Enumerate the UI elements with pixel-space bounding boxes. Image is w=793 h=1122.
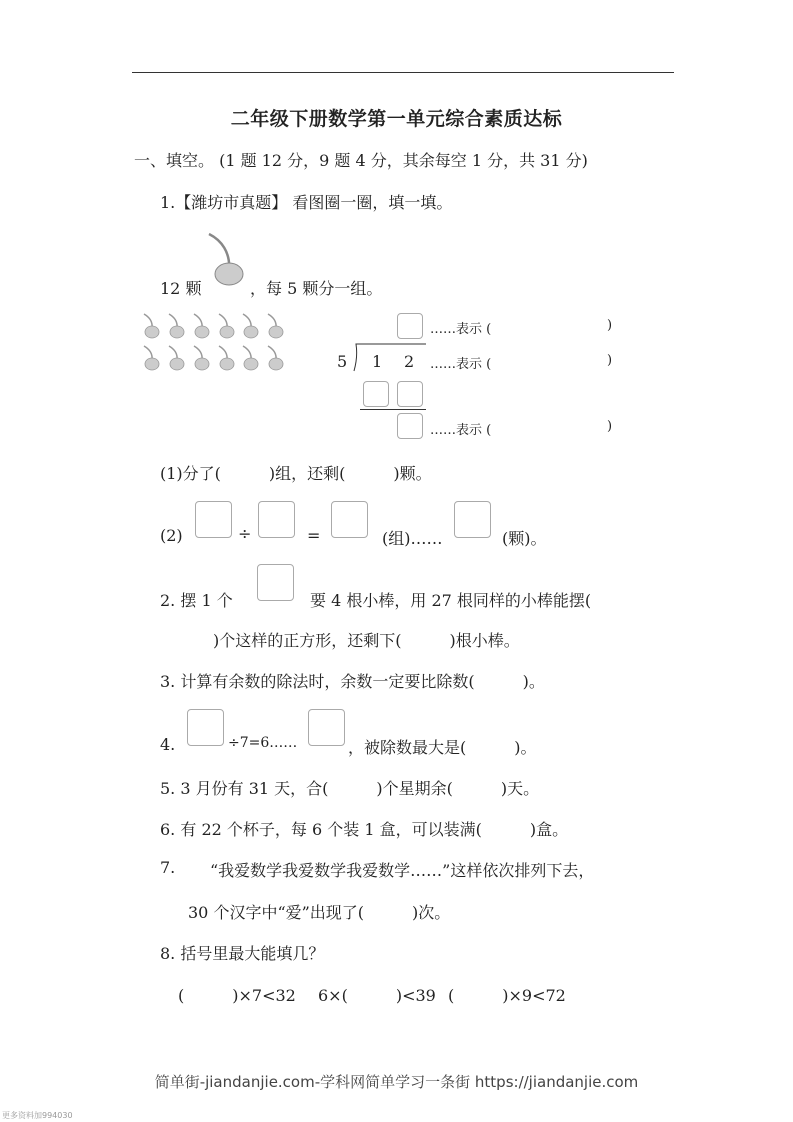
quotient-box[interactable]: [397, 313, 423, 339]
q1-intro-pre: 12 颗: [160, 279, 202, 298]
row-close-1: ): [607, 318, 613, 333]
q7-line1: “我爱数学我爱数学我爱数学……”这样依次排列下去，: [210, 861, 595, 880]
product-box-1[interactable]: [363, 381, 389, 407]
q3-text: 3. 计算有余数的除法时，余数一定要比除数( )。: [160, 672, 545, 691]
q4-middle: ÷7=6……: [228, 735, 298, 751]
division-bracket: [348, 343, 428, 373]
row-close-2: ): [607, 353, 613, 368]
product-box-2[interactable]: [397, 381, 423, 407]
q6-text: 6. 有 22 个杯子，每 6 个装 1 盒，可以装满( )盒。: [160, 820, 569, 839]
divisor: 5: [337, 352, 348, 371]
q1-intro-post: ，每 5 颗分一组。: [250, 279, 383, 298]
q2-line2: )个这样的正方形，还剩下( )根小棒。: [213, 631, 520, 650]
sub2-box-3[interactable]: [331, 501, 368, 538]
remainder-box[interactable]: [397, 413, 423, 439]
q4-prefix: 4.: [160, 735, 176, 754]
group-label: (组)……: [382, 529, 443, 548]
section-heading: 一、填空。 (1 题 12 分，9 题 4 分，其余每空 1 分，共 31 分): [134, 151, 588, 170]
sub2-box-4[interactable]: [454, 501, 491, 538]
cherry-grid: [140, 308, 290, 380]
q8-text: 8. 括号里最大能填几？: [160, 944, 325, 963]
footer-watermark: 简单街-jiandanjie.com-学科网简单学习一条街 https://jiandanjie.com: [154, 1073, 639, 1091]
row-label-2: ……表示 (: [430, 357, 492, 372]
divide-sign: ÷: [238, 524, 252, 543]
q4-suffix: ，被除数最大是( )。: [348, 738, 537, 757]
q8-item-2: 6×( )<39: [318, 986, 436, 1005]
equals-sign: =: [307, 526, 321, 545]
q1-label: 1.【潍坊市真题】 看图圈一圈，填一填。: [160, 193, 453, 212]
square-shape: [257, 564, 294, 601]
q8-item-3: ( )×9<72: [448, 986, 566, 1005]
dividend-digit-2: 2: [404, 352, 415, 371]
q4-remainder-box[interactable]: [308, 709, 345, 746]
q2-line1-post: 要 4 根小棒，用 27 根同样的小棒能摆(: [310, 591, 592, 610]
q1-sub2-prefix: (2): [160, 526, 183, 545]
q7-line2: 30 个汉字中“爱”出现了( )次。: [188, 903, 451, 922]
row-label-1: ……表示 (: [430, 322, 492, 337]
corner-note: 更多资料加994030: [2, 1111, 73, 1120]
q8-item-1: ( )×7<32: [178, 986, 296, 1005]
sub2-box-1[interactable]: [195, 501, 232, 538]
cherry-icon: [203, 228, 249, 290]
sub2-box-2[interactable]: [258, 501, 295, 538]
q2-line1-pre: 2. 摆 1 个: [160, 591, 233, 610]
row-close-3: ): [607, 419, 613, 434]
q1-sub1: (1)分了( )组，还剩( )颗。: [160, 464, 432, 483]
row-label-3: ……表示 (: [430, 423, 492, 438]
unit-label: (颗)。: [502, 529, 547, 548]
q5-text: 5. 3 月份有 31 天，合( )个星期余( )天。: [160, 779, 540, 798]
page-title: 二年级下册数学第一单元综合素质达标: [230, 108, 563, 130]
header-rule: [132, 72, 674, 73]
dividend-digit-1: 1: [372, 352, 383, 371]
q7-number: 7.: [160, 858, 176, 877]
subtraction-line: [360, 409, 426, 410]
q4-dividend-box[interactable]: [187, 709, 224, 746]
